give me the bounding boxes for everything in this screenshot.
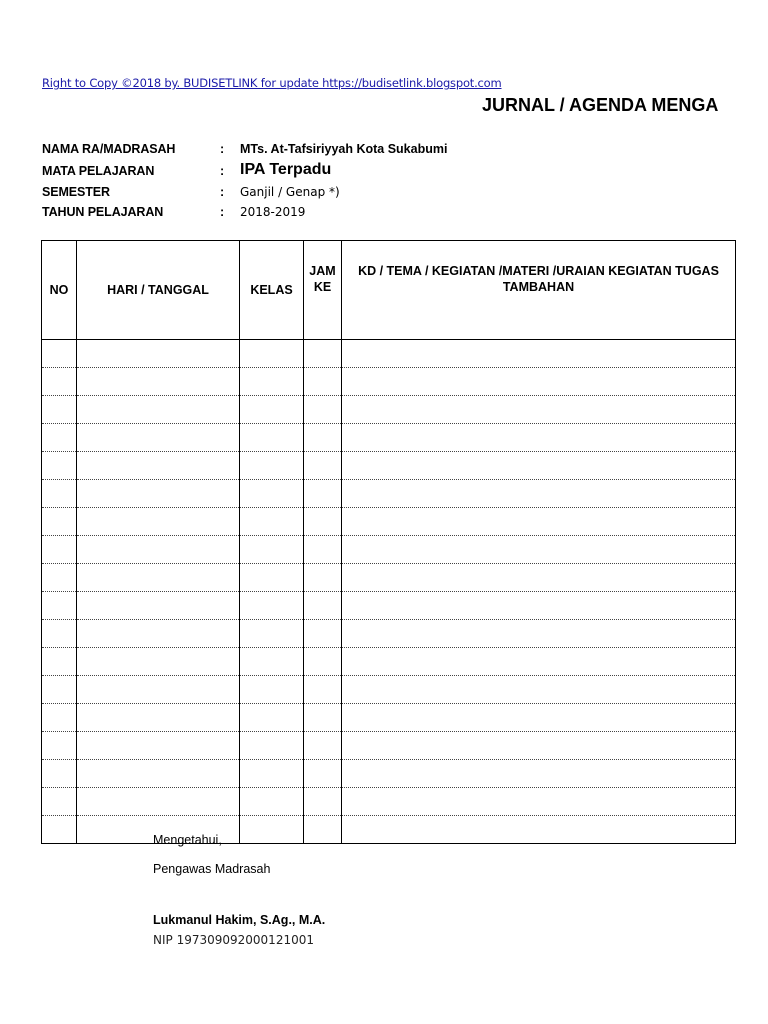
cell-activity[interactable] xyxy=(342,816,736,844)
table-row xyxy=(42,564,736,592)
cell-no[interactable] xyxy=(42,424,77,452)
cell-hour[interactable] xyxy=(304,648,342,676)
cell-date[interactable] xyxy=(77,704,240,732)
cell-hour[interactable] xyxy=(304,592,342,620)
table-row xyxy=(42,368,736,396)
cell-class[interactable] xyxy=(240,592,304,620)
cell-hour[interactable] xyxy=(304,620,342,648)
cell-class[interactable] xyxy=(240,480,304,508)
cell-hour[interactable] xyxy=(304,676,342,704)
cell-class[interactable] xyxy=(240,564,304,592)
cell-activity[interactable] xyxy=(342,508,736,536)
school-label: NAMA RA/MADRASAH xyxy=(42,142,176,156)
cell-no[interactable] xyxy=(42,396,77,424)
header-class: KELAS xyxy=(240,241,304,340)
cell-activity[interactable] xyxy=(342,340,736,368)
cell-class[interactable] xyxy=(240,536,304,564)
cell-hour[interactable] xyxy=(304,508,342,536)
semester-label: SEMESTER xyxy=(42,185,110,199)
cell-no[interactable] xyxy=(42,704,77,732)
cell-hour[interactable] xyxy=(304,452,342,480)
table-row xyxy=(42,480,736,508)
cell-hour[interactable] xyxy=(304,424,342,452)
cell-class[interactable] xyxy=(240,508,304,536)
cell-class[interactable] xyxy=(240,760,304,788)
table-row xyxy=(42,648,736,676)
table-row xyxy=(42,732,736,760)
table-row xyxy=(42,396,736,424)
signer-nip: NIP 197309092000121001 xyxy=(153,933,314,947)
cell-activity[interactable] xyxy=(342,480,736,508)
cell-hour[interactable] xyxy=(304,480,342,508)
cell-hour[interactable] xyxy=(304,704,342,732)
cell-class[interactable] xyxy=(240,620,304,648)
colon: : xyxy=(220,205,225,219)
cell-no[interactable] xyxy=(42,816,77,844)
table-row xyxy=(42,536,736,564)
cell-date[interactable] xyxy=(77,788,240,816)
cell-date[interactable] xyxy=(77,396,240,424)
table-row xyxy=(42,788,736,816)
header-hour: JAM KE xyxy=(304,241,342,340)
cell-no[interactable] xyxy=(42,648,77,676)
cell-date[interactable] xyxy=(77,732,240,760)
cell-date[interactable] xyxy=(77,508,240,536)
cell-activity[interactable] xyxy=(342,564,736,592)
cell-activity[interactable] xyxy=(342,620,736,648)
cell-class[interactable] xyxy=(240,732,304,760)
year-label: TAHUN PELAJARAN xyxy=(42,205,164,219)
cell-activity[interactable] xyxy=(342,732,736,760)
cell-activity[interactable] xyxy=(342,592,736,620)
journal-table xyxy=(41,240,736,844)
cell-hour[interactable] xyxy=(304,396,342,424)
journal-body xyxy=(42,340,736,844)
cell-activity[interactable] xyxy=(342,396,736,424)
cell-hour[interactable] xyxy=(304,732,342,760)
cell-date[interactable] xyxy=(77,760,240,788)
cell-date[interactable] xyxy=(77,480,240,508)
document-title: JURNAL / AGENDA MENGA xyxy=(482,95,719,115)
signer-name: Lukmanul Hakim, S.Ag., M.A. xyxy=(153,913,326,927)
cell-date[interactable] xyxy=(77,536,240,564)
cell-no[interactable] xyxy=(42,676,77,704)
subject-value: IPA Terpadu xyxy=(240,161,332,178)
table-row xyxy=(42,620,736,648)
cell-no[interactable] xyxy=(42,732,77,760)
header-date: HARI / TANGGAL xyxy=(77,241,240,340)
role-text: Pengawas Madrasah xyxy=(153,862,271,876)
cell-activity[interactable] xyxy=(342,788,736,816)
cell-activity[interactable] xyxy=(342,648,736,676)
cell-hour[interactable] xyxy=(304,760,342,788)
cell-hour[interactable] xyxy=(304,788,342,816)
cell-class[interactable] xyxy=(240,396,304,424)
cell-hour[interactable] xyxy=(304,368,342,396)
cell-no[interactable] xyxy=(42,508,77,536)
cell-class[interactable] xyxy=(240,340,304,368)
cell-no[interactable] xyxy=(42,480,77,508)
cell-hour[interactable] xyxy=(304,340,342,368)
header-no: NO xyxy=(42,241,77,340)
acknowledge-text: Mengetahui, xyxy=(153,833,222,847)
cell-date[interactable] xyxy=(77,648,240,676)
cell-date[interactable] xyxy=(77,564,240,592)
cell-no[interactable] xyxy=(42,564,77,592)
cell-class[interactable] xyxy=(240,424,304,452)
cell-class[interactable] xyxy=(240,452,304,480)
cell-activity[interactable] xyxy=(342,368,736,396)
table-row xyxy=(42,592,736,620)
semester-value: Ganjil / Genap *) xyxy=(240,185,340,199)
cell-date[interactable] xyxy=(77,620,240,648)
cell-class[interactable] xyxy=(240,368,304,396)
header-activity: KD / TEMA / KEGIATAN /MATERI /URAIAN KEGIATAN TUGAS TAMBAHAN xyxy=(342,241,736,340)
cell-no[interactable] xyxy=(42,760,77,788)
cell-class[interactable] xyxy=(240,816,304,844)
colon: : xyxy=(220,185,225,199)
cell-activity[interactable] xyxy=(342,424,736,452)
cell-class[interactable] xyxy=(240,788,304,816)
subject-label: MATA PELAJARAN xyxy=(42,164,155,178)
cell-date[interactable] xyxy=(77,340,240,368)
cell-no[interactable] xyxy=(42,592,77,620)
table-row xyxy=(42,508,736,536)
copyright-link[interactable]: Right to Copy ©2018 by. BUDISETLINK for update https://budisetlink.blogspot.com xyxy=(42,76,502,90)
cell-activity[interactable] xyxy=(342,760,736,788)
cell-date[interactable] xyxy=(77,424,240,452)
cell-activity[interactable] xyxy=(342,704,736,732)
cell-class[interactable] xyxy=(240,704,304,732)
table-row xyxy=(42,760,736,788)
school-value: MTs. At-Tafsiriyyah Kota Sukabumi xyxy=(240,142,448,156)
cell-hour[interactable] xyxy=(304,816,342,844)
cell-date[interactable] xyxy=(77,592,240,620)
year-value: 2018-2019 xyxy=(240,205,306,219)
cell-no[interactable] xyxy=(42,620,77,648)
cell-no[interactable] xyxy=(42,340,77,368)
cell-no[interactable] xyxy=(42,536,77,564)
table-row xyxy=(42,816,736,844)
table-row xyxy=(42,340,736,368)
cell-no[interactable] xyxy=(42,368,77,396)
cell-hour[interactable] xyxy=(304,536,342,564)
table-row xyxy=(42,676,736,704)
table-row xyxy=(42,424,736,452)
colon: : xyxy=(220,164,225,178)
cell-date[interactable] xyxy=(77,676,240,704)
colon: : xyxy=(220,142,225,156)
cell-activity[interactable] xyxy=(342,452,736,480)
table-row xyxy=(42,452,736,480)
cell-date[interactable] xyxy=(77,368,240,396)
cell-no[interactable] xyxy=(42,788,77,816)
table-row xyxy=(42,704,736,732)
cell-hour[interactable] xyxy=(304,564,342,592)
cell-class[interactable] xyxy=(240,648,304,676)
cell-activity[interactable] xyxy=(342,536,736,564)
cell-no[interactable] xyxy=(42,452,77,480)
cell-date[interactable] xyxy=(77,452,240,480)
cell-activity[interactable] xyxy=(342,676,736,704)
cell-class[interactable] xyxy=(240,676,304,704)
table-header-row xyxy=(42,241,736,340)
